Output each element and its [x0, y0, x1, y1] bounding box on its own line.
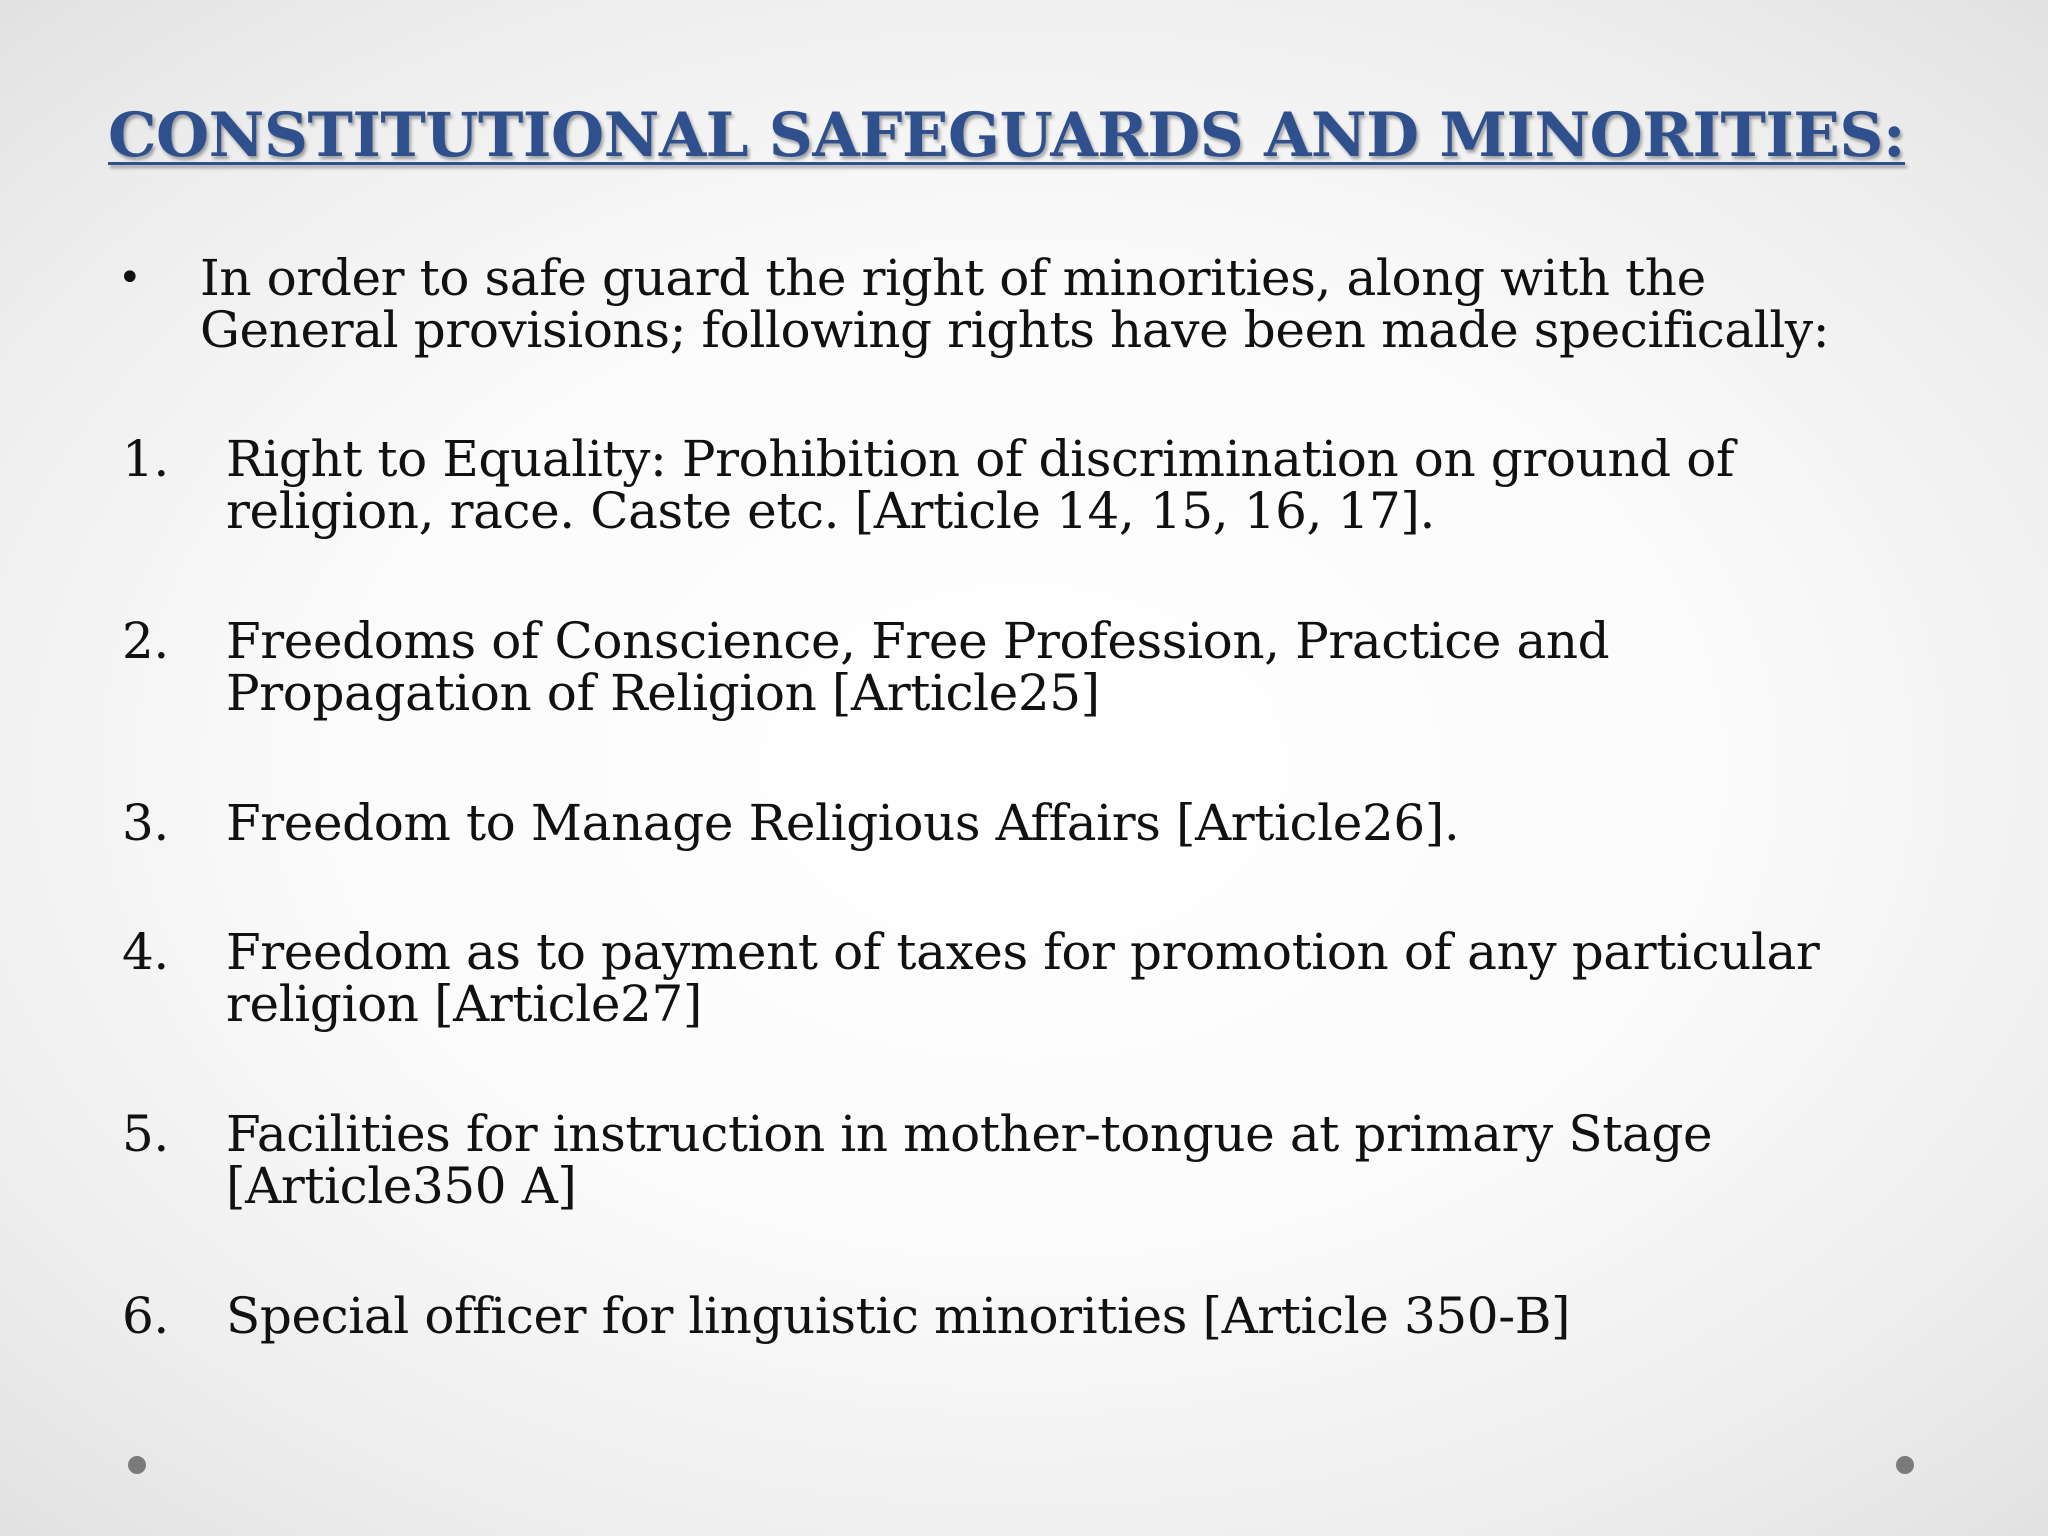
list-item-number: 2. [122, 612, 169, 670]
list-item-2 [122, 612, 1922, 722]
list-item-3 [122, 794, 1922, 852]
decorative-dot-left [128, 1456, 146, 1474]
list-item-number: 4. [122, 923, 169, 981]
list-item-text: Right to Equality: Prohibition of discrimination on ground of religion, race. Caste etc. [Article 14, 15, 16, 17]. [226, 430, 1735, 540]
intro-text: In order to safe guard the right of minorities, along with the General provisions; following rights have been made specifically: [200, 249, 1830, 359]
list-item-6 [122, 1287, 1922, 1345]
list-item-number: 5. [122, 1105, 169, 1163]
decorative-dot-right [1896, 1456, 1914, 1474]
bullet-glyph: • [118, 255, 142, 301]
list-item-number: 6. [122, 1287, 169, 1345]
list-item-text: Freedom as to payment of taxes for promotion of any particular religion [Article27] [226, 923, 1820, 1033]
list-item-text: Special officer for linguistic minorities [Article 350-B] [226, 1287, 1571, 1345]
list-item-1 [122, 430, 1922, 540]
intro-bullet-paragraph [118, 249, 1918, 359]
slide-title: CONSTITUTIONAL SAFEGUARDS AND MINORITIES: [108, 100, 1905, 171]
list-item-text: Freedom to Manage Religious Affairs [Article26]. [226, 794, 1460, 852]
list-item-number: 1. [122, 430, 169, 488]
list-item-5 [122, 1105, 1922, 1215]
list-item-text: Facilities for instruction in mother-tongue at primary Stage [Article350 A] [226, 1105, 1713, 1215]
list-item-text: Freedoms of Conscience, Free Profession, Practice and Propagation of Religion [Article25] [226, 612, 1610, 722]
list-item-4 [122, 923, 1922, 1033]
list-item-number: 3. [122, 794, 169, 852]
